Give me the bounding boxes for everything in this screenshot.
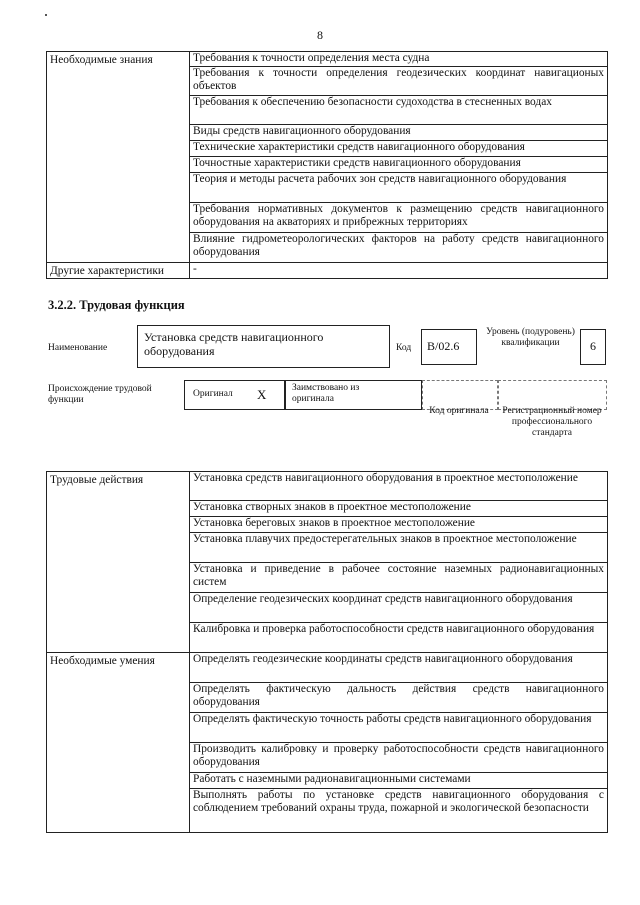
code-original-label: Код оригинала — [429, 406, 489, 416]
labor-action-item: Определение геодезических координат средств навигационного оборудования — [190, 593, 608, 623]
original-mark: X — [257, 387, 267, 402]
borrowed-label: Заимствовано из оригинала — [292, 383, 360, 404]
level-box — [580, 329, 606, 365]
skill-item: Определять фактическую точность работы средств навигационного оборудования — [190, 713, 608, 743]
knowledge-item: Технические характеристики средств навигационного оборудования — [190, 141, 608, 157]
required-skills-label: Необходимые умения — [47, 653, 190, 833]
scan-mark — [45, 14, 47, 16]
name-label: Наименование — [48, 343, 108, 353]
original-label: Оригинал — [193, 389, 233, 399]
labor-action-item: Установка и приведение в рабочее состояние наземных радионавигационных систем — [190, 563, 608, 593]
level-label: Уровень (подуровень) квалификации — [486, 327, 575, 348]
code-label: Код — [396, 343, 412, 353]
labor-action-item: Установка створных знаков в проектное местоположение — [190, 501, 608, 517]
knowledge-item: Точностные характеристики средств навигационного оборудования — [190, 157, 608, 173]
other-characteristics-value: - — [190, 263, 608, 279]
reg-number-label: Регистрационный номер профессионального стандарта — [502, 406, 602, 438]
other-characteristics-label: Другие характеристики — [47, 263, 190, 279]
knowledge-item: Требования к точности определения места судна — [190, 52, 608, 67]
knowledge-item: Требования к обеспечению безопасности судоходства в стесненных водах — [190, 96, 608, 125]
labor-actions-label: Трудовые действия — [47, 472, 190, 653]
code-value: B/02.6 — [427, 339, 460, 353]
original-box — [184, 380, 285, 410]
knowledge-item: Требования к точности определения геодезических координат навигационых объектов — [190, 67, 608, 96]
skill-item: Определять фактическую дальность действия средств навигационного оборудования — [190, 683, 608, 713]
knowledge-item: Требования нормативных документов к размещению средств навигационного оборудования на акваториях и прибрежных территориях — [190, 203, 608, 233]
origin-label: Происхождение трудовой функции — [48, 384, 152, 405]
knowledge-item: Теория и методы расчета рабочих зон средств навигационного оборудования — [190, 173, 608, 203]
knowledge-item: Виды средств навигационного оборудования — [190, 125, 608, 141]
skill-item: Определять геодезические координаты средств навигационного оборудования — [190, 653, 608, 683]
labor-action-item: Калибровка и проверка работоспособности средств навигационного оборудования — [190, 623, 608, 653]
knowledge-label: Необходимые знания — [47, 52, 190, 263]
labor-function-table — [46, 471, 608, 833]
code-box — [421, 329, 477, 365]
skill-item: Производить калибровку и проверку работоспособности средств навигационного оборудования — [190, 743, 608, 773]
name-box — [137, 325, 390, 368]
name-value: Установка средств навигационного оборудования — [144, 330, 324, 358]
knowledge-table — [46, 51, 608, 279]
page-number: 8 — [317, 28, 323, 42]
skill-item: Работать с наземными радионавигационными системами — [190, 773, 608, 789]
level-value: 6 — [590, 339, 596, 353]
labor-action-item: Установка плавучих предостерегательных знаков в проектное местоположение — [190, 533, 608, 563]
labor-action-item: Установка средств навигационного оборудования в проектное местоположение — [190, 472, 608, 501]
borrowed-box — [285, 380, 422, 410]
knowledge-item: Влияние гидрометеорологических факторов на работу средств навигационного оборудования — [190, 233, 608, 263]
labor-action-item: Установка береговых знаков в проектное местоположение — [190, 517, 608, 533]
section-title: 3.2.2. Трудовая функция — [48, 298, 185, 312]
skill-item: Выполнять работы по установке средств навигационного оборудования с соблюдением требований охраны труда, пожарной и экологической безопасности — [190, 789, 608, 833]
